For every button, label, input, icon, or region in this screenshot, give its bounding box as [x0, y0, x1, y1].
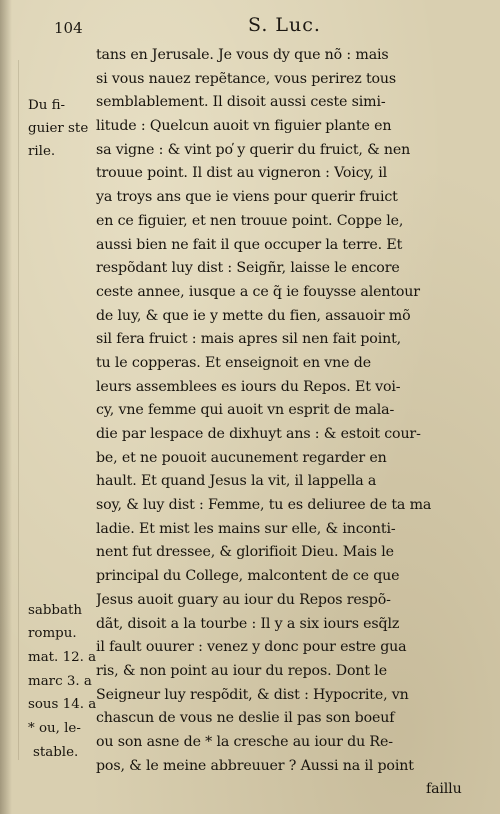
text-line: Jesus auoit guary au iour du Repos respõ- — [96, 591, 391, 608]
margin-note-line: sous 14. a — [28, 697, 97, 712]
text-line: ya troys ans que ie viens pour querir fruict — [96, 189, 398, 206]
text-line: tu le copperas. Et enseignoit en vne de — [96, 354, 371, 371]
text-line: respõdant luy dist : Seigñr, laisse le encore — [96, 260, 400, 277]
text-line: il fault ouurer : venez y donc pour estre gua — [96, 639, 407, 656]
body-text — [96, 44, 488, 802]
text-line: semblablement. Il disoit aussi ceste simi- — [96, 94, 386, 111]
text-line: pos, & le meine abbreuuer ? Aussi na il point — [96, 757, 414, 774]
text-line: hault. Et quand Jesus la vit, il lappella a — [96, 473, 377, 490]
text-line: nent fut dressee, & glorifioit Dieu. Mais le — [96, 544, 394, 561]
text-line: ladie. Et mist les mains sur elle, & inconti- — [96, 520, 396, 537]
margin-note-line: rile. — [28, 144, 56, 159]
text-line: ris, & non point au iour du repos. Dont le — [96, 662, 387, 679]
text-line: chascun de vous ne deslie il pas son boeuf — [96, 710, 395, 727]
margin-note-line: guier ste — [28, 121, 89, 136]
text-line: litude : Quelcun auoit vn figuier plante en — [96, 118, 392, 135]
text-line: dãt, disoit a la tourbe : Il y a six iours esq̃lz — [96, 615, 400, 632]
text-line: trouue point. Il dist au vigneron : Voicy, il — [96, 165, 387, 182]
text-line: soy, & luy dist : Femme, tu es deliuree de ta ma — [96, 497, 432, 514]
margin-note-line: rompu. — [28, 626, 77, 641]
folio-number: 104 — [54, 19, 83, 37]
margin-note-line: sabbath — [28, 603, 82, 618]
text-line: be, et ne pouoit aucunement regarder en — [96, 449, 387, 466]
running-title: S. Luc. — [248, 14, 321, 36]
text-line: ou son asne de * la cresche au iour du Re- — [96, 733, 393, 750]
text-line: cy, vne femme qui auoit vn esprit de mala- — [96, 402, 395, 419]
text-line: aussi bien ne fait il que occuper la terre. Et — [96, 236, 403, 253]
text-line: leurs assemblees es iours du Repos. Et voi- — [96, 378, 401, 395]
margin-notes — [0, 0, 100, 814]
margin-note-line: mat. 12. a — [28, 650, 97, 665]
text-line: Seigneur luy respõdit, & dist : Hypocrite, vn — [96, 686, 409, 703]
margin-note-line: * ou, le- — [28, 721, 81, 736]
text-line: faillu — [426, 781, 462, 798]
margin-note-line: stable. — [33, 745, 79, 760]
text-line: si vous nauez repẽtance, vous perirez tous — [96, 70, 397, 87]
text-line: en ce figuier, et nen trouue point. Coppe le, — [96, 212, 404, 229]
margin-note-line: marc 3. a — [28, 674, 92, 689]
text-line: principal du College, malcontent de ce que — [96, 568, 400, 585]
text-line: tans en Jerusale. Je vous dy que nõ : mais — [96, 47, 389, 63]
text-line: de luy, & que ie y mette du fien, assauoir mõ — [96, 307, 411, 324]
text-line: sa vigne : & vint po̕ y querir du fruict, & nen — [96, 141, 411, 158]
text-line: ceste annee, iusque a ce q̃ ie fouysse alentour — [96, 283, 420, 300]
margin-note-line: Du fi- — [28, 98, 66, 113]
text-line: sil fera fruict : mais apres sil nen fait point, — [96, 331, 401, 348]
text-line: die par lespace de dixhuyt ans : & estoit cour- — [96, 426, 421, 442]
